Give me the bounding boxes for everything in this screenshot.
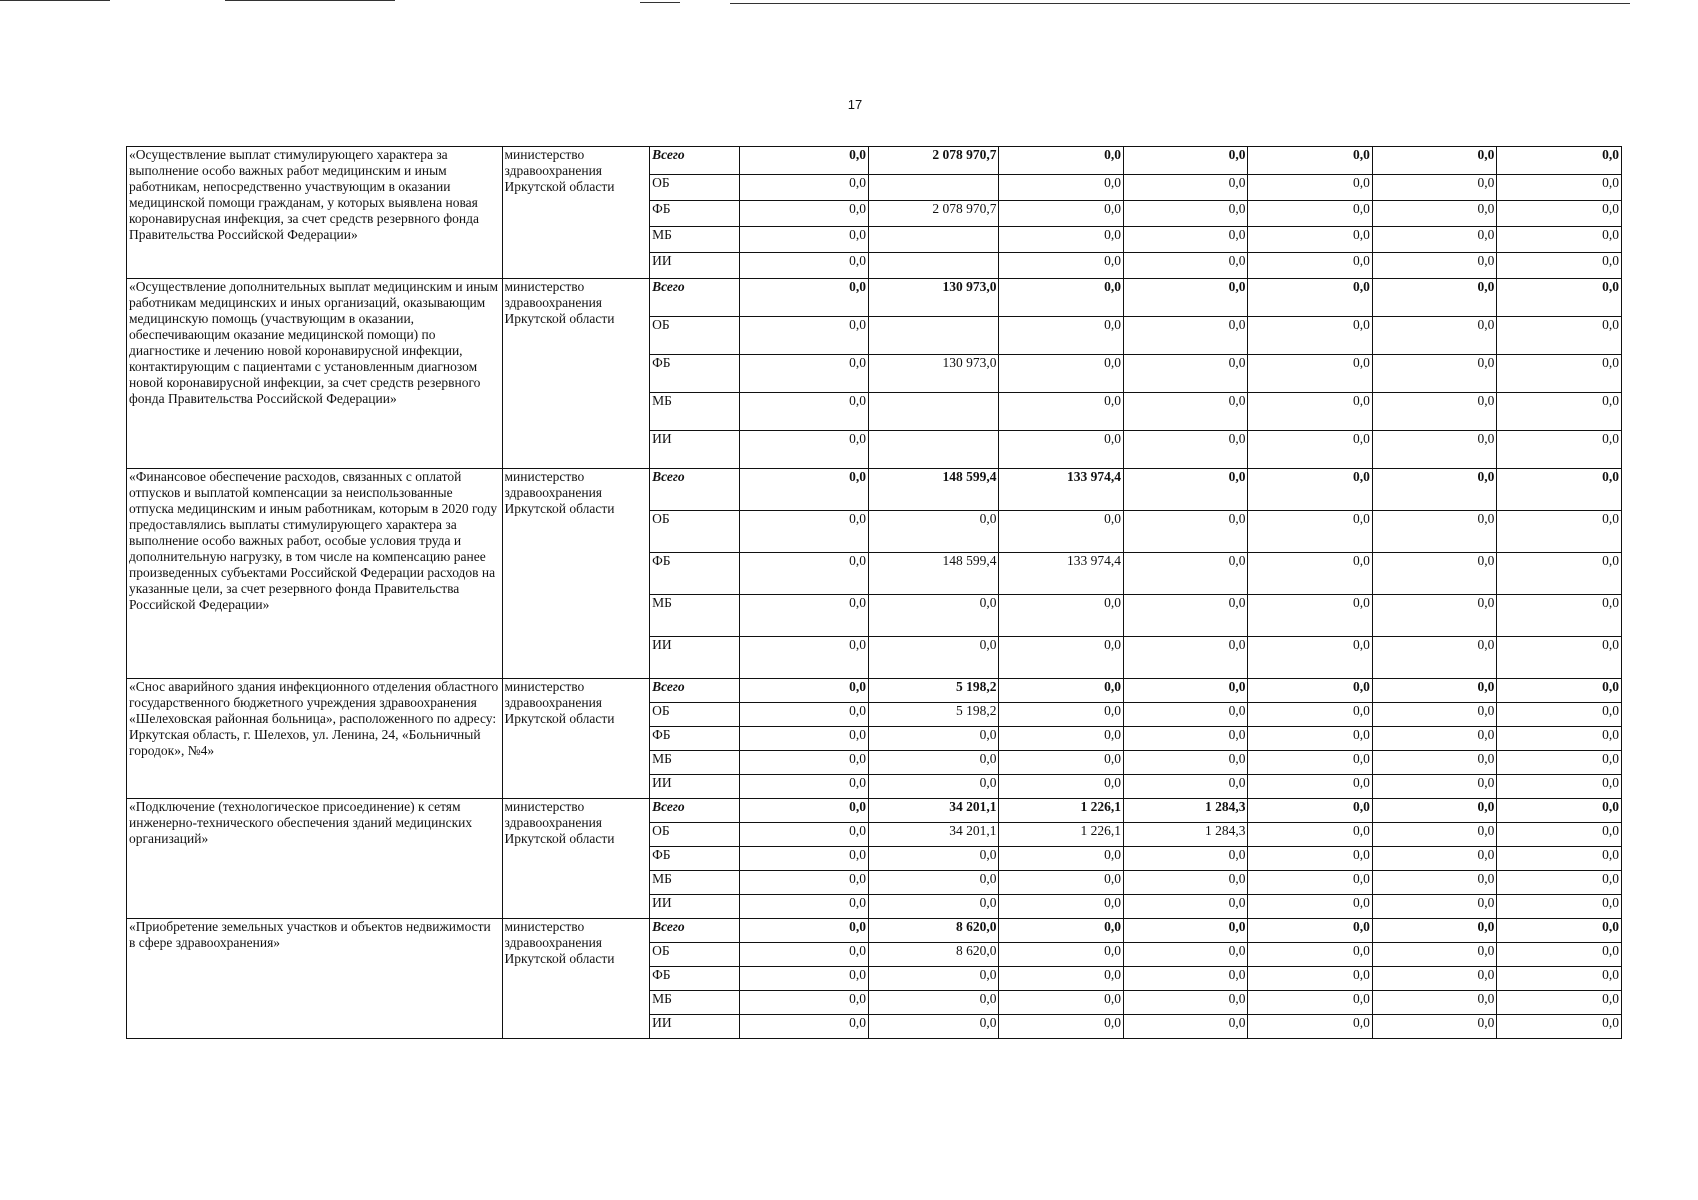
amount-cell: 0,0	[1248, 201, 1372, 227]
amount-cell: 0,0	[999, 775, 1123, 799]
amount-cell: 0,0	[1372, 393, 1496, 431]
amount-cell: 0,0	[1497, 253, 1622, 279]
amount-cell: 0,0	[1497, 511, 1622, 553]
amount-cell: 0,0	[740, 595, 869, 637]
amount-cell: 0,0	[1248, 253, 1372, 279]
amount-cell: 133 974,4	[999, 553, 1123, 595]
budget-table	[126, 146, 1622, 1039]
amount-cell: 0,0	[1497, 823, 1622, 847]
amount-cell: 0,0	[868, 1015, 999, 1039]
funding-source-cell: ФБ	[650, 201, 740, 227]
amount-cell: 0,0	[1248, 991, 1372, 1015]
amount-cell: 5 198,2	[868, 679, 999, 703]
amount-cell: 1 284,3	[1123, 799, 1247, 823]
amount-cell: 0,0	[868, 751, 999, 775]
amount-cell: 0,0	[740, 799, 869, 823]
amount-cell: 0,0	[1372, 943, 1496, 967]
amount-cell: 0,0	[1123, 147, 1247, 175]
amount-cell: 133 974,4	[999, 469, 1123, 511]
table-row	[127, 147, 1622, 175]
amount-cell: 0,0	[1497, 919, 1622, 943]
table-row	[127, 919, 1622, 943]
amount-cell: 0,0	[1123, 279, 1247, 317]
amount-cell: 0,0	[1497, 871, 1622, 895]
amount-cell: 0,0	[1123, 393, 1247, 431]
amount-cell: 0,0	[999, 679, 1123, 703]
amount-cell: 0,0	[1497, 727, 1622, 751]
amount-cell: 0,0	[1497, 991, 1622, 1015]
amount-cell: 0,0	[740, 823, 869, 847]
amount-cell: 0,0	[1123, 553, 1247, 595]
funding-source-cell: ФБ	[650, 967, 740, 991]
amount-cell: 0,0	[1123, 253, 1247, 279]
amount-cell	[868, 431, 999, 469]
amount-cell: 0,0	[1372, 553, 1496, 595]
amount-cell: 0,0	[1372, 253, 1496, 279]
funding-source-cell: ФБ	[650, 355, 740, 393]
amount-cell	[868, 393, 999, 431]
funding-source-cell: ИИ	[650, 775, 740, 799]
amount-cell: 0,0	[1497, 703, 1622, 727]
amount-cell: 0,0	[1372, 679, 1496, 703]
amount-cell: 0,0	[1123, 919, 1247, 943]
amount-cell: 0,0	[868, 967, 999, 991]
amount-cell: 0,0	[868, 511, 999, 553]
amount-cell: 0,0	[1372, 637, 1496, 679]
amount-cell: 0,0	[999, 355, 1123, 393]
measure-name-cell: «Осуществление выплат стимулирующего характера за выполнение особо важных работ медицинским и иным работникам, непосредственно участвующим в оказании медицинской помощи гражданам, у которых выявлена новая коронавирусная инфекция, за счет средств резервного фонда Правительства Российской Федерации»	[127, 147, 503, 279]
amount-cell: 0,0	[999, 919, 1123, 943]
amount-cell: 0,0	[1372, 871, 1496, 895]
amount-cell: 0,0	[999, 751, 1123, 775]
amount-cell: 0,0	[740, 967, 869, 991]
amount-cell: 0,0	[999, 967, 1123, 991]
page-number: 17	[847, 97, 863, 112]
funding-source-cell: Всего	[650, 679, 740, 703]
amount-cell: 0,0	[1123, 775, 1247, 799]
amount-cell: 0,0	[999, 943, 1123, 967]
funding-source-cell: ФБ	[650, 847, 740, 871]
funding-source-cell: ИИ	[650, 431, 740, 469]
amount-cell: 0,0	[999, 317, 1123, 355]
amount-cell: 0,0	[1123, 991, 1247, 1015]
amount-cell: 0,0	[1123, 355, 1247, 393]
measure-name-cell: «Подключение (технологическое присоединение) к сетям инженерно-технического обеспечения зданий медицинских организаций»	[127, 799, 503, 919]
funding-source-cell: ИИ	[650, 895, 740, 919]
amount-cell: 0,0	[1497, 553, 1622, 595]
amount-cell: 0,0	[1372, 147, 1496, 175]
amount-cell: 0,0	[1123, 967, 1247, 991]
amount-cell: 0,0	[1248, 823, 1372, 847]
amount-cell: 0,0	[1372, 895, 1496, 919]
amount-cell: 0,0	[1123, 895, 1247, 919]
amount-cell: 0,0	[1123, 871, 1247, 895]
measure-name-cell: «Приобретение земельных участков и объектов недвижимости в сфере здравоохранения»	[127, 919, 503, 1039]
amount-cell: 0,0	[999, 703, 1123, 727]
amount-cell: 0,0	[1248, 147, 1372, 175]
amount-cell: 0,0	[1372, 727, 1496, 751]
amount-cell: 0,0	[1372, 775, 1496, 799]
funding-source-cell: ОБ	[650, 511, 740, 553]
amount-cell: 0,0	[1248, 679, 1372, 703]
amount-cell: 0,0	[740, 227, 869, 253]
amount-cell: 0,0	[740, 553, 869, 595]
amount-cell: 0,0	[1372, 967, 1496, 991]
amount-cell: 0,0	[1497, 751, 1622, 775]
amount-cell: 0,0	[1372, 279, 1496, 317]
amount-cell	[868, 175, 999, 201]
amount-cell: 0,0	[999, 637, 1123, 679]
amount-cell: 0,0	[1497, 431, 1622, 469]
amount-cell: 0,0	[999, 175, 1123, 201]
funding-source-cell: ОБ	[650, 823, 740, 847]
amount-cell: 0,0	[1372, 799, 1496, 823]
amount-cell: 0,0	[1248, 895, 1372, 919]
amount-cell: 0,0	[1123, 511, 1247, 553]
funding-source-cell: ФБ	[650, 553, 740, 595]
amount-cell: 0,0	[1497, 637, 1622, 679]
amount-cell: 0,0	[999, 227, 1123, 253]
funding-source-cell: Всего	[650, 147, 740, 175]
funding-source-cell: ОБ	[650, 317, 740, 355]
table-row	[127, 469, 1622, 511]
amount-cell: 0,0	[1497, 317, 1622, 355]
executor-cell: министерство здравоохранения Иркутской области	[502, 919, 650, 1039]
amount-cell: 0,0	[1497, 775, 1622, 799]
amount-cell: 0,0	[1497, 355, 1622, 393]
amount-cell: 0,0	[740, 1015, 869, 1039]
amount-cell: 0,0	[740, 847, 869, 871]
amount-cell: 0,0	[1123, 469, 1247, 511]
funding-source-cell: ОБ	[650, 943, 740, 967]
executor-cell: министерство здравоохранения Иркутской области	[502, 679, 650, 799]
amount-cell: 0,0	[999, 511, 1123, 553]
amount-cell: 34 201,1	[868, 823, 999, 847]
amount-cell: 0,0	[868, 991, 999, 1015]
amount-cell: 0,0	[1497, 847, 1622, 871]
amount-cell: 0,0	[999, 201, 1123, 227]
amount-cell: 1 226,1	[999, 823, 1123, 847]
amount-cell: 0,0	[1248, 227, 1372, 253]
executor-cell: министерство здравоохранения Иркутской области	[502, 799, 650, 919]
executor-cell: министерство здравоохранения Иркутской области	[502, 279, 650, 469]
amount-cell: 148 599,4	[868, 469, 999, 511]
amount-cell: 0,0	[1248, 279, 1372, 317]
funding-source-cell: МБ	[650, 991, 740, 1015]
amount-cell: 0,0	[1248, 431, 1372, 469]
amount-cell: 0,0	[740, 727, 869, 751]
amount-cell: 0,0	[1248, 847, 1372, 871]
amount-cell: 0,0	[740, 991, 869, 1015]
amount-cell: 0,0	[999, 847, 1123, 871]
amount-cell: 0,0	[740, 469, 869, 511]
amount-cell: 0,0	[1372, 595, 1496, 637]
amount-cell: 1 226,1	[999, 799, 1123, 823]
amount-cell: 0,0	[740, 393, 869, 431]
amount-cell: 0,0	[1123, 431, 1247, 469]
amount-cell: 0,0	[1123, 637, 1247, 679]
executor-cell: министерство здравоохранения Иркутской области	[502, 147, 650, 279]
amount-cell: 0,0	[1248, 511, 1372, 553]
amount-cell: 0,0	[1497, 175, 1622, 201]
amount-cell: 0,0	[1248, 317, 1372, 355]
amount-cell: 0,0	[1248, 1015, 1372, 1039]
amount-cell: 0,0	[1248, 553, 1372, 595]
funding-source-cell: МБ	[650, 751, 740, 775]
amount-cell: 0,0	[740, 175, 869, 201]
amount-cell: 0,0	[1123, 317, 1247, 355]
amount-cell: 0,0	[740, 751, 869, 775]
amount-cell: 0,0	[1372, 355, 1496, 393]
amount-cell: 0,0	[999, 431, 1123, 469]
amount-cell: 0,0	[1497, 967, 1622, 991]
amount-cell: 0,0	[1497, 393, 1622, 431]
amount-cell: 0,0	[999, 1015, 1123, 1039]
amount-cell: 0,0	[740, 431, 869, 469]
amount-cell: 8 620,0	[868, 919, 999, 943]
amount-cell: 0,0	[740, 355, 869, 393]
amount-cell: 0,0	[1248, 703, 1372, 727]
amount-cell: 2 078 970,7	[868, 147, 999, 175]
amount-cell: 0,0	[1248, 727, 1372, 751]
amount-cell: 0,0	[868, 775, 999, 799]
amount-cell: 0,0	[1497, 201, 1622, 227]
amount-cell: 0,0	[999, 895, 1123, 919]
amount-cell: 0,0	[1372, 703, 1496, 727]
amount-cell: 0,0	[740, 775, 869, 799]
amount-cell: 0,0	[740, 253, 869, 279]
funding-source-cell: ИИ	[650, 253, 740, 279]
measure-name-cell: «Снос аварийного здания инфекционного отделения областного государственного бюджетного учреждения здравоохранения «Шелеховская районная больница», расположенного по адресу: Иркутская область, г. Шелехов, ул. Ленина, 24, «Больничный городок», №4»	[127, 679, 503, 799]
amount-cell: 0,0	[740, 895, 869, 919]
amount-cell: 0,0	[740, 201, 869, 227]
amount-cell: 0,0	[1497, 943, 1622, 967]
amount-cell: 0,0	[1123, 943, 1247, 967]
amount-cell: 0,0	[1123, 175, 1247, 201]
amount-cell: 0,0	[1123, 679, 1247, 703]
funding-source-cell: ОБ	[650, 175, 740, 201]
amount-cell: 0,0	[1248, 919, 1372, 943]
amount-cell: 0,0	[1123, 1015, 1247, 1039]
funding-source-cell: МБ	[650, 227, 740, 253]
amount-cell: 1 284,3	[1123, 823, 1247, 847]
amount-cell: 0,0	[1372, 1015, 1496, 1039]
amount-cell: 0,0	[1372, 511, 1496, 553]
amount-cell: 0,0	[868, 895, 999, 919]
amount-cell: 0,0	[1123, 201, 1247, 227]
amount-cell: 0,0	[999, 147, 1123, 175]
amount-cell: 0,0	[999, 393, 1123, 431]
table-row	[127, 279, 1622, 317]
amount-cell: 0,0	[1497, 147, 1622, 175]
amount-cell: 0,0	[1372, 227, 1496, 253]
amount-cell: 0,0	[868, 871, 999, 895]
amount-cell: 0,0	[1248, 175, 1372, 201]
amount-cell: 0,0	[1123, 227, 1247, 253]
amount-cell: 130 973,0	[868, 279, 999, 317]
amount-cell: 0,0	[1123, 595, 1247, 637]
amount-cell: 0,0	[999, 871, 1123, 895]
amount-cell: 0,0	[1497, 679, 1622, 703]
amount-cell: 34 201,1	[868, 799, 999, 823]
amount-cell: 0,0	[1497, 469, 1622, 511]
amount-cell: 0,0	[1123, 847, 1247, 871]
amount-cell: 0,0	[999, 253, 1123, 279]
amount-cell: 0,0	[740, 511, 869, 553]
amount-cell: 0,0	[1248, 637, 1372, 679]
funding-source-cell: ИИ	[650, 1015, 740, 1039]
amount-cell: 0,0	[740, 919, 869, 943]
amount-cell: 0,0	[1372, 751, 1496, 775]
amount-cell: 0,0	[1372, 431, 1496, 469]
funding-source-cell: МБ	[650, 871, 740, 895]
measure-name-cell: «Осуществление дополнительных выплат медицинским и иным работникам медицинских и иных организаций, оказывающим медицинскую помощь (участвующим в оказании, обеспечивающим оказание медицинской помощи) по диагностике и лечению новой коронавирусной инфекции, контактирующим с пациентами с установленным диагнозом новой коронавирусной инфекции, за счет средств резервного фонда Правительства Российской Федерации»	[127, 279, 503, 469]
amount-cell: 0,0	[868, 595, 999, 637]
amount-cell: 2 078 970,7	[868, 201, 999, 227]
amount-cell: 0,0	[1372, 317, 1496, 355]
funding-source-cell: ОБ	[650, 703, 740, 727]
amount-cell: 0,0	[1497, 279, 1622, 317]
amount-cell: 0,0	[740, 279, 869, 317]
amount-cell	[868, 317, 999, 355]
amount-cell: 0,0	[868, 727, 999, 751]
amount-cell: 0,0	[1248, 469, 1372, 511]
amount-cell: 0,0	[1248, 751, 1372, 775]
amount-cell: 0,0	[1248, 393, 1372, 431]
amount-cell: 0,0	[1497, 1015, 1622, 1039]
executor-cell: министерство здравоохранения Иркутской области	[502, 469, 650, 679]
measure-name-cell: «Финансовое обеспечение расходов, связанных с оплатой отпусков и выплатой компенсации за неиспользованные отпуска медицинским и иным работникам, которым в 2020 году предоставлялись выплаты стимулирующего характера за выполнение особо важных работ, особые условия труда и дополнительную нагрузку, в том числе на компенсацию ранее произведенных субъектами Российской Федерации расходов на указанные цели, за счет резервного фонда Правительства Российской Федерации»	[127, 469, 503, 679]
amount-cell: 0,0	[868, 847, 999, 871]
amount-cell: 0,0	[1248, 595, 1372, 637]
amount-cell: 0,0	[1372, 175, 1496, 201]
amount-cell: 0,0	[999, 279, 1123, 317]
amount-cell: 0,0	[999, 595, 1123, 637]
amount-cell: 0,0	[1497, 895, 1622, 919]
funding-source-cell: Всего	[650, 799, 740, 823]
amount-cell: 0,0	[1248, 967, 1372, 991]
amount-cell	[868, 253, 999, 279]
amount-cell: 0,0	[868, 637, 999, 679]
funding-source-cell: ФБ	[650, 727, 740, 751]
amount-cell: 0,0	[740, 703, 869, 727]
amount-cell: 0,0	[1248, 871, 1372, 895]
amount-cell: 0,0	[740, 943, 869, 967]
amount-cell: 0,0	[1372, 847, 1496, 871]
amount-cell: 0,0	[1248, 943, 1372, 967]
amount-cell: 0,0	[1248, 799, 1372, 823]
amount-cell: 148 599,4	[868, 553, 999, 595]
amount-cell: 0,0	[740, 147, 869, 175]
amount-cell: 0,0	[1123, 703, 1247, 727]
amount-cell: 0,0	[1248, 775, 1372, 799]
amount-cell: 5 198,2	[868, 703, 999, 727]
table-row	[127, 799, 1622, 823]
funding-source-cell: Всего	[650, 279, 740, 317]
amount-cell: 0,0	[1372, 919, 1496, 943]
amount-cell: 0,0	[740, 637, 869, 679]
amount-cell: 0,0	[1497, 799, 1622, 823]
amount-cell: 0,0	[1123, 751, 1247, 775]
funding-source-cell: Всего	[650, 919, 740, 943]
amount-cell: 0,0	[1123, 727, 1247, 751]
funding-source-cell: Всего	[650, 469, 740, 511]
amount-cell: 0,0	[740, 317, 869, 355]
funding-source-cell: ИИ	[650, 637, 740, 679]
amount-cell: 0,0	[1372, 469, 1496, 511]
amount-cell: 0,0	[1372, 201, 1496, 227]
amount-cell: 0,0	[1372, 823, 1496, 847]
amount-cell: 0,0	[740, 871, 869, 895]
table-row	[127, 679, 1622, 703]
amount-cell: 0,0	[999, 727, 1123, 751]
scan-edge-lines	[0, 0, 1698, 12]
amount-cell: 0,0	[740, 679, 869, 703]
amount-cell	[868, 227, 999, 253]
amount-cell: 0,0	[1372, 991, 1496, 1015]
amount-cell: 0,0	[1497, 595, 1622, 637]
amount-cell: 8 620,0	[868, 943, 999, 967]
funding-source-cell: МБ	[650, 595, 740, 637]
funding-source-cell: МБ	[650, 393, 740, 431]
amount-cell: 0,0	[999, 991, 1123, 1015]
amount-cell: 0,0	[1248, 355, 1372, 393]
amount-cell: 130 973,0	[868, 355, 999, 393]
amount-cell: 0,0	[1497, 227, 1622, 253]
